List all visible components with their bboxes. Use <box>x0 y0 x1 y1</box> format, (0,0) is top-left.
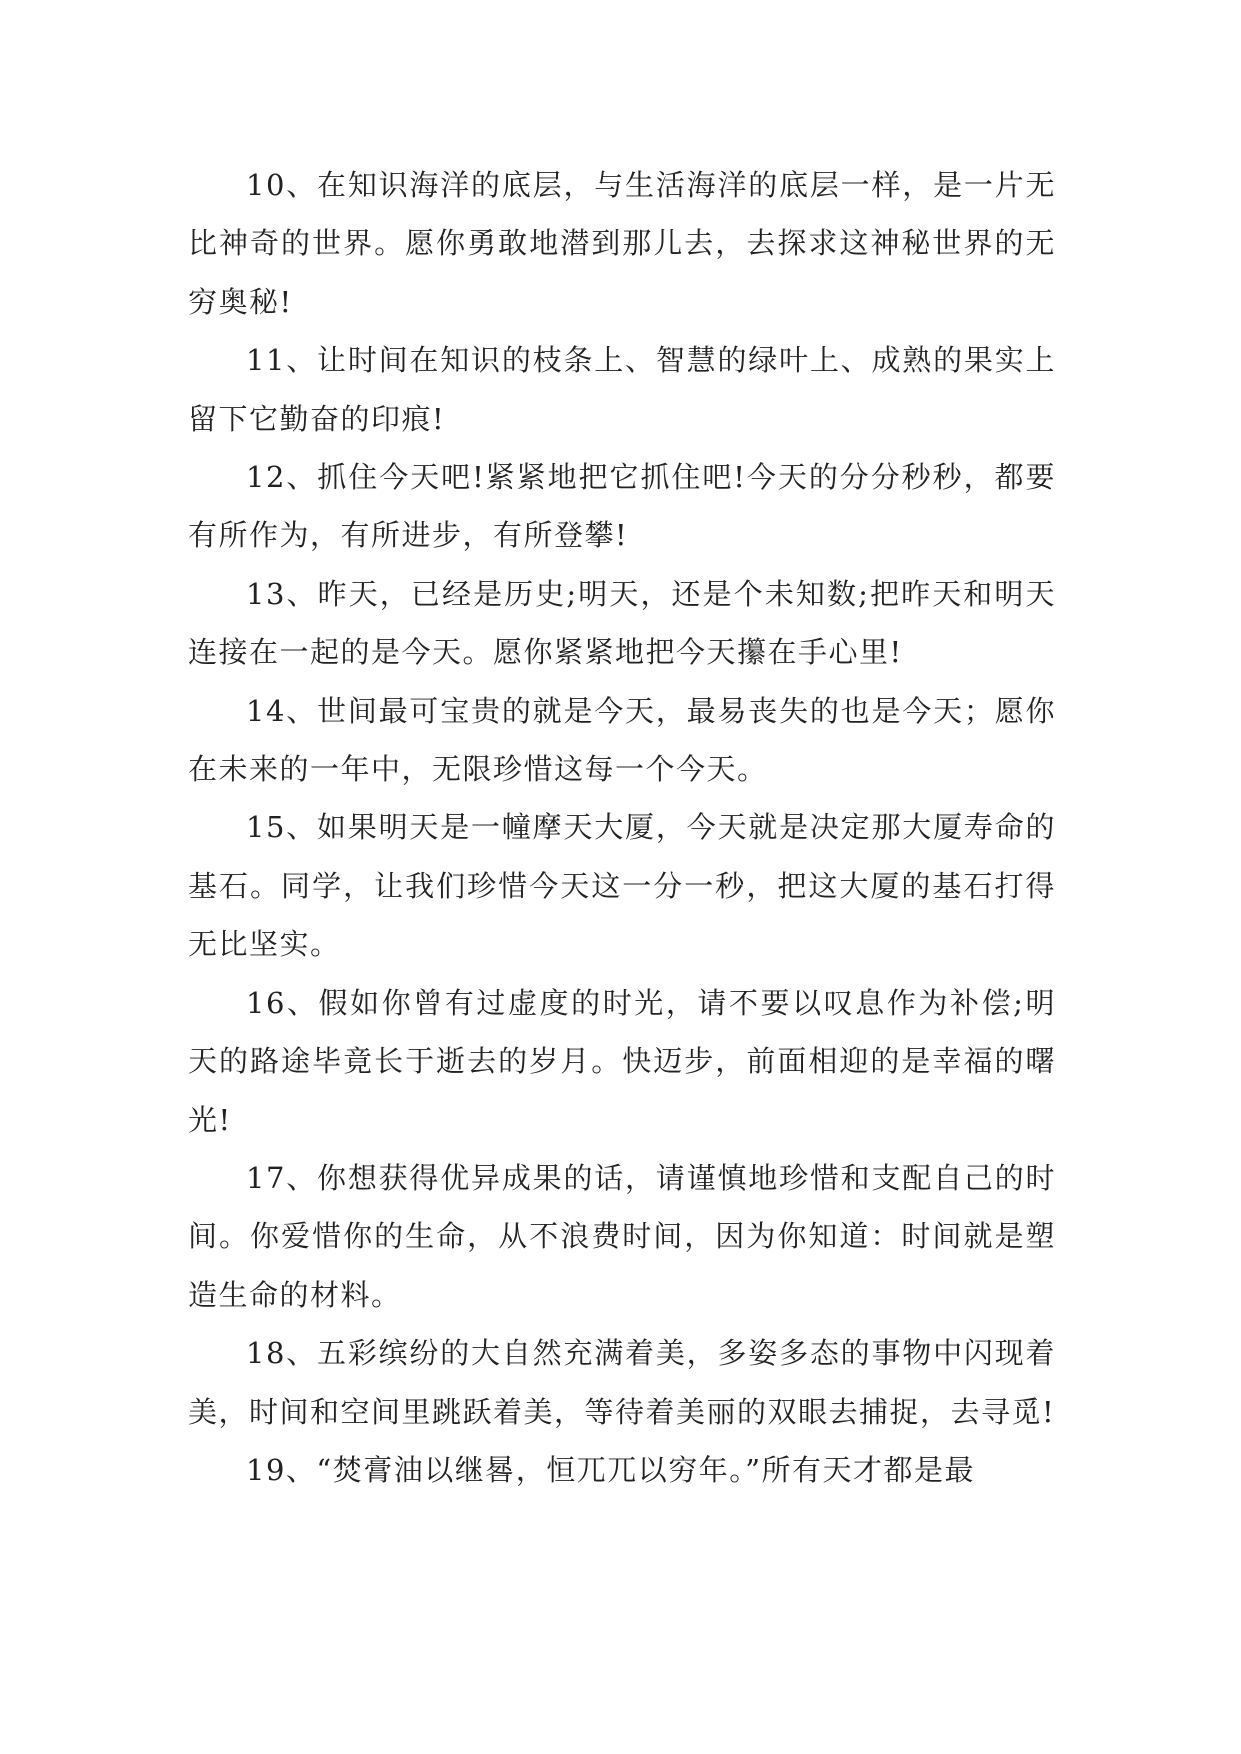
paragraph-17: 17、你想获得优异成果的话，请谨慎地珍惜和支配自己的时间。你爱惜你的生命，从不浪费时间，因为你知道：时间就是塑造生命的材料。 <box>188 1160 1056 1312</box>
paragraph-14: 14、世间最可宝贵的就是今天，最易丧失的也是今天；愿你在未来的一年中，无限珍惜这每一个今天。 <box>188 693 1056 787</box>
paragraph-15: 15、如果明天是一幢摩天大厦，今天就是决定那大厦寿命的基石。同学，让我们珍惜今天这一分一秒，把这大厦的基石打得无比坚实。 <box>188 810 1056 962</box>
paragraph-11: 11、让时间在知识的枝条上、智慧的绿叶上、成熟的果实上留下它勤奋的印痕! <box>188 343 1056 436</box>
paragraph-10: 10、在知识海洋的底层，与生活海洋的底层一样，是一片无比神奇的世界。愿你勇敢地潜到那儿去，去探求这神秘世界的无穷奥秘! <box>188 168 1056 319</box>
paragraph-12: 12、抓住今天吧!紧紧地把它抓住吧!今天的分分秒秒，都要有所作为，有所进步，有所登攀! <box>188 460 1056 553</box>
paragraph-19: 19、“焚膏油以继晷，恒兀兀以穷年。”所有天才都是最 <box>246 1452 976 1487</box>
paragraph-16: 16、假如你曾有过虚度的时光，请不要以叹息作为补偿;明天的路途毕竟长于逝去的岁月。快迈步，前面相迎的是幸福的曙光! <box>188 985 1056 1137</box>
paragraph-13: 13、昨天，已经是历史;明天，还是个未知数;把昨天和明天连接在一起的是今天。愿你紧紧地把今天攥在手心里! <box>188 576 1056 670</box>
paragraph-18: 18、五彩缤纷的大自然充满着美，多姿多态的事物中闪现着美，时间和空间里跳跃着美，等待着美丽的双眼去捕捉，去寻觅! <box>188 1336 1056 1429</box>
document-body <box>188 156 1056 1499</box>
